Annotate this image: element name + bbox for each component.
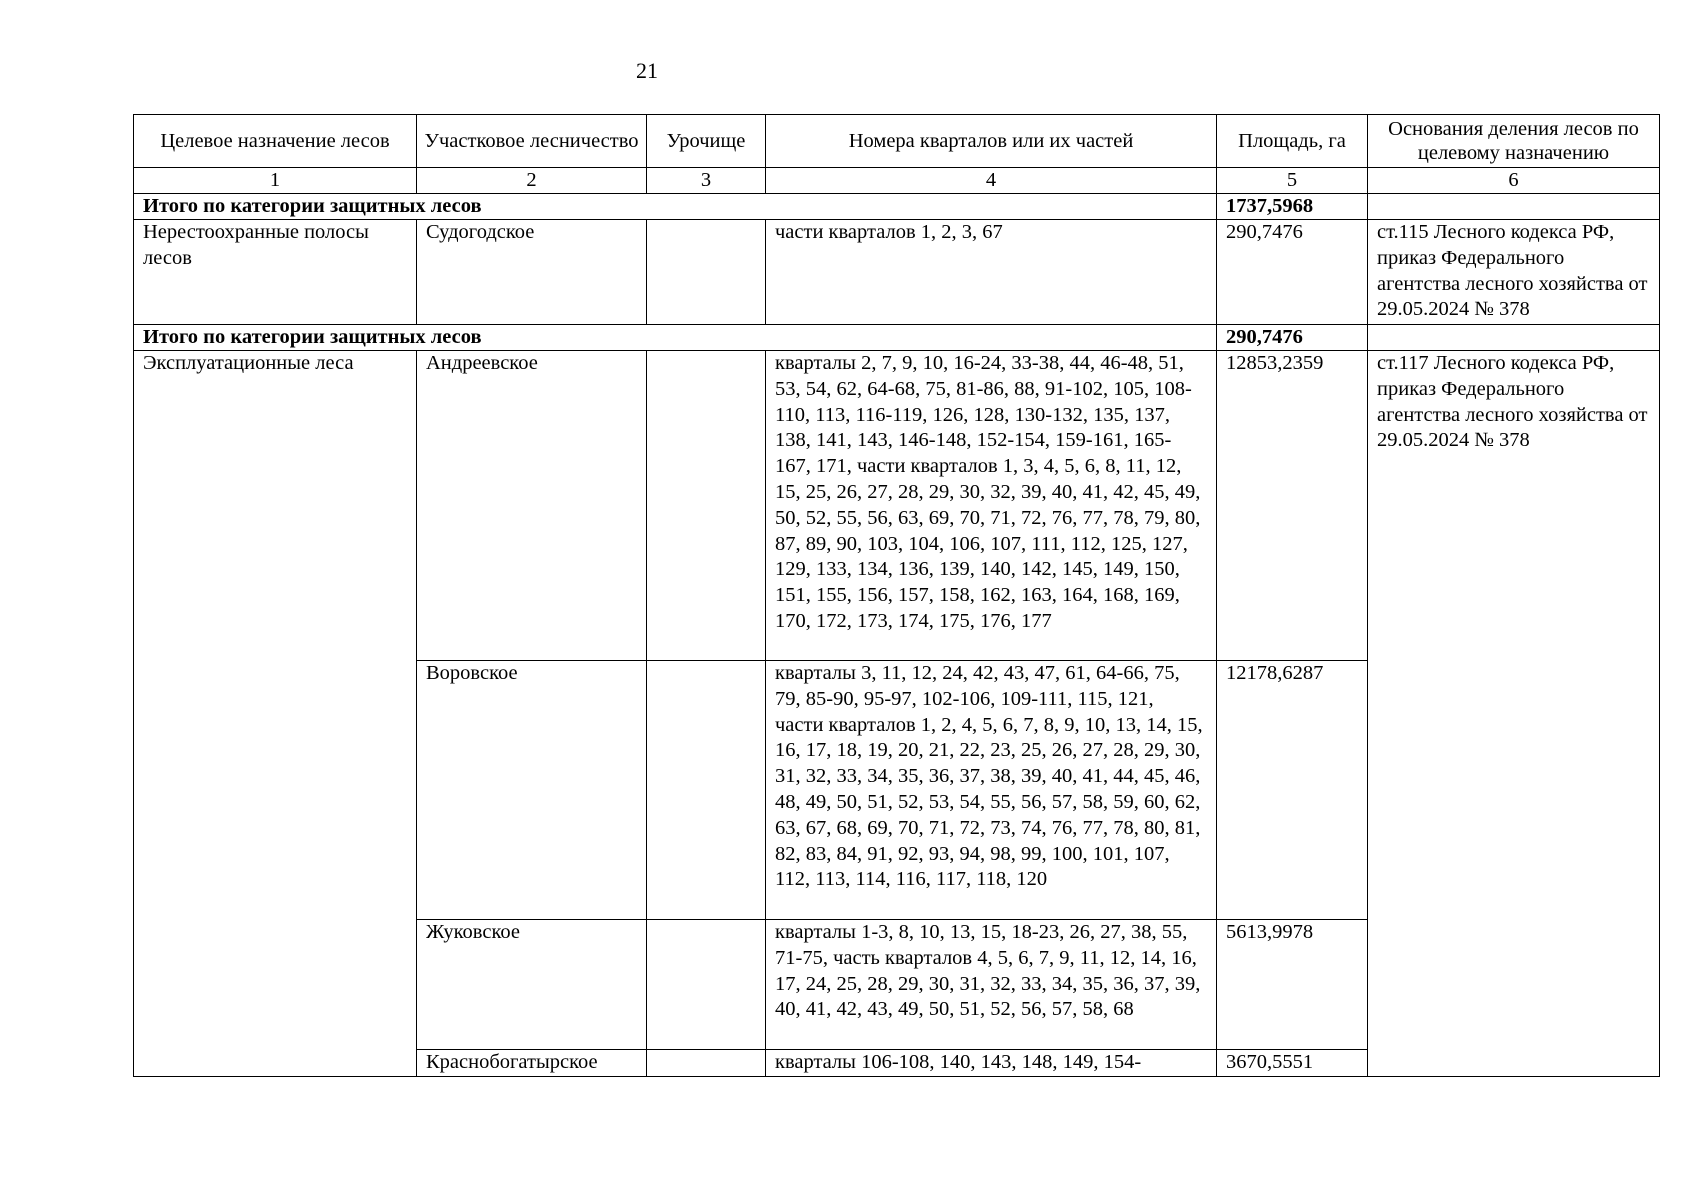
total-area: 1737,5968	[1217, 194, 1368, 220]
tract-cell	[647, 351, 766, 661]
column-number-row	[134, 168, 1660, 194]
tract-cell	[647, 220, 766, 325]
district-cell: Андреевское	[417, 351, 647, 661]
column-number: 5	[1217, 168, 1368, 194]
area-cell: 3670,5551	[1217, 1050, 1368, 1077]
forest-division-table	[133, 114, 1660, 1077]
header-district: Участковое лесничество	[417, 115, 647, 168]
total-label: Итого по категории защитных лесов	[134, 194, 1217, 220]
quarters-cell: кварталы 3, 11, 12, 24, 42, 43, 47, 61, 64-66, 75, 79, 85-90, 95-97, 102-106, 109-111, 115, 121, части кварталов 1, 2, 4, 5, 6, 7, 8, 9, 10, 13, 14, 15, 16, 17, 18, 19, 20, 21, 22, 23, 25, 26, 27, 28, 29, 30, 31, 32, 33, 34, 35, 36, 37, 38, 39, 40, 41, 44, 45, 46, 48, 49, 50, 51, 52, 53, 54, 55, 56, 57, 58, 59, 60, 62, 63, 67, 68, 69, 70, 71, 72, 73, 74, 76, 77, 78, 80, 81, 82, 83, 84, 91, 92, 93, 94, 98, 99, 100, 101, 107, 112, 113, 114, 116, 117, 118, 120	[766, 661, 1217, 920]
total-row	[134, 325, 1660, 351]
total-basis-empty	[1368, 325, 1660, 351]
total-basis-empty	[1368, 194, 1660, 220]
column-number: 6	[1368, 168, 1660, 194]
table-header-row	[134, 115, 1660, 168]
basis-cell: ст.115 Лесного кодекса РФ, приказ Федерального агентства лесного хозяйства от 29.05.2024 № 378	[1368, 220, 1660, 325]
header-basis: Основания деления лесов по целевому назначению	[1368, 115, 1660, 168]
column-number: 4	[766, 168, 1217, 194]
table-row	[134, 220, 1660, 325]
purpose-cell: Эксплуатационные леса	[134, 351, 417, 1077]
area-cell: 12853,2359	[1217, 351, 1368, 661]
basis-cell: ст.117 Лесного кодекса РФ, приказ Федерального агентства лесного хозяйства от 29.05.2024 № 378	[1368, 351, 1660, 1077]
quarters-cell: части кварталов 1, 2, 3, 67	[766, 220, 1217, 325]
quarters-cell: кварталы 2, 7, 9, 10, 16-24, 33-38, 44, 46-48, 51, 53, 54, 62, 64-68, 75, 81-86, 88, 91-102, 105, 108-110, 113, 116-119, 126, 128, 130-132, 135, 137, 138, 141, 143, 146-148, 152-154, 159-161, 165-167, 171, части кварталов 1, 3, 4, 5, 6, 8, 11, 12, 15, 25, 26, 27, 28, 29, 30, 32, 39, 40, 41, 42, 45, 49, 50, 52, 55, 56, 63, 69, 70, 71, 72, 76, 77, 78, 79, 80, 87, 89, 90, 103, 104, 106, 107, 111, 112, 125, 127, 129, 133, 134, 136, 139, 140, 142, 145, 149, 150, 151, 155, 156, 157, 158, 162, 163, 164, 168, 169, 170, 172, 173, 174, 175, 176, 177	[766, 351, 1217, 661]
header-tract: Урочище	[647, 115, 766, 168]
tract-cell	[647, 1050, 766, 1077]
page-number: 21	[636, 58, 658, 83]
total-row	[134, 194, 1660, 220]
header-purpose: Целевое назначение лесов	[134, 115, 417, 168]
total-area: 290,7476	[1217, 325, 1368, 351]
column-number: 1	[134, 168, 417, 194]
district-cell: Жуковское	[417, 920, 647, 1050]
column-number: 3	[647, 168, 766, 194]
total-label: Итого по категории защитных лесов	[134, 325, 1217, 351]
quarters-cell: кварталы 1-3, 8, 10, 13, 15, 18-23, 26, 27, 38, 55, 71-75, часть кварталов 4, 5, 6, 7, 9, 11, 12, 14, 16, 17, 24, 25, 28, 29, 30, 31, 32, 33, 34, 35, 36, 37, 39, 40, 41, 42, 43, 49, 50, 51, 52, 56, 57, 58, 68	[766, 920, 1217, 1050]
header-area: Площадь, га	[1217, 115, 1368, 168]
area-cell: 290,7476	[1217, 220, 1368, 325]
district-cell: Краснобогатырское	[417, 1050, 647, 1077]
area-cell: 12178,6287	[1217, 661, 1368, 920]
district-cell: Воровское	[417, 661, 647, 920]
tract-cell	[647, 661, 766, 920]
header-quarters: Номера кварталов или их частей	[766, 115, 1217, 168]
district-cell: Судогодское	[417, 220, 647, 325]
tract-cell	[647, 920, 766, 1050]
purpose-cell: Нерестоохранные полосы лесов	[134, 220, 417, 325]
area-cell: 5613,9978	[1217, 920, 1368, 1050]
column-number: 2	[417, 168, 647, 194]
table-row	[134, 351, 1660, 661]
quarters-cell: кварталы 106-108, 140, 143, 148, 149, 154-	[766, 1050, 1217, 1077]
